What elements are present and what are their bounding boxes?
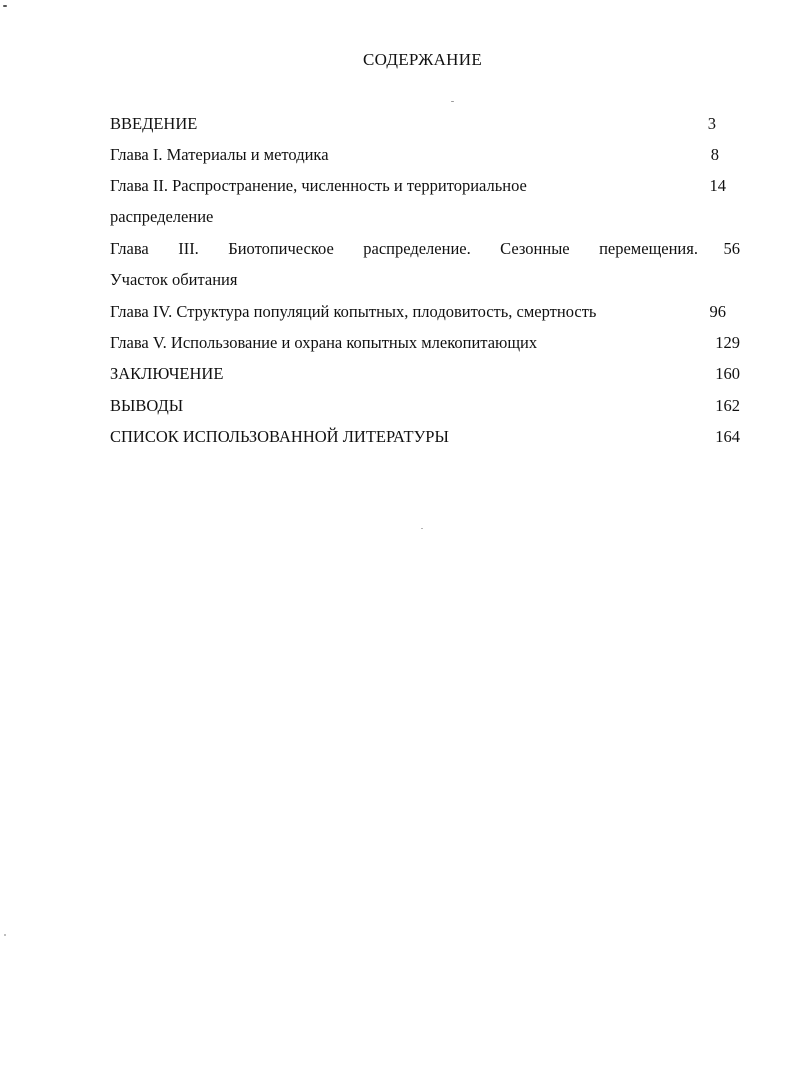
toc-entry-text: Глава V. Использование и охрана копытных млекопитающих bbox=[110, 333, 538, 352]
toc-entry-page: 160 bbox=[715, 364, 740, 383]
scan-speck bbox=[421, 528, 423, 529]
scan-speck bbox=[451, 101, 454, 102]
toc-entry-page: 14 bbox=[709, 176, 726, 195]
toc-word: III. bbox=[178, 239, 199, 258]
toc-entry-text: Глава I. Материалы и методика bbox=[110, 145, 329, 164]
toc-entry-text: ВВЕДЕНИЕ bbox=[110, 114, 198, 133]
toc-entry-text: ЗАКЛЮЧЕНИЕ bbox=[110, 364, 224, 383]
toc-entry-text: Глава IV. Структура популяций копытных, плодовитость, смертность bbox=[110, 302, 597, 321]
toc-entry-text: СПИСОК ИСПОЛЬЗОВАННОЙ ЛИТЕРАТУРЫ bbox=[110, 427, 449, 446]
toc-word: перемещения. bbox=[599, 239, 698, 258]
toc-entry-page: 56 bbox=[723, 239, 740, 258]
toc-word: Сезонные bbox=[500, 239, 570, 258]
toc-word: распределение. bbox=[363, 239, 471, 258]
toc-entry-text: Глава II. Распространение, численность и территориальное bbox=[110, 176, 527, 195]
scan-speck bbox=[4, 934, 6, 936]
toc-entry-text-continued: Участок обитания bbox=[110, 270, 238, 289]
toc-entry-page: 8 bbox=[710, 145, 719, 164]
toc-entry-page: 162 bbox=[715, 396, 740, 415]
toc-entry-page: 129 bbox=[715, 333, 740, 352]
page-title: СОДЕРЖАНИЕ bbox=[362, 50, 483, 69]
toc-entry-page: 96 bbox=[709, 302, 726, 321]
toc-entry-text-continued: распределение bbox=[110, 207, 214, 226]
toc-entry-text: ВЫВОДЫ bbox=[110, 396, 184, 415]
toc-entry-page: 3 bbox=[707, 114, 716, 133]
toc-word: Глава bbox=[110, 239, 149, 258]
scan-speck bbox=[3, 5, 7, 7]
toc-word: Биотопическое bbox=[228, 239, 334, 258]
toc-entry-page: 164 bbox=[715, 427, 740, 446]
